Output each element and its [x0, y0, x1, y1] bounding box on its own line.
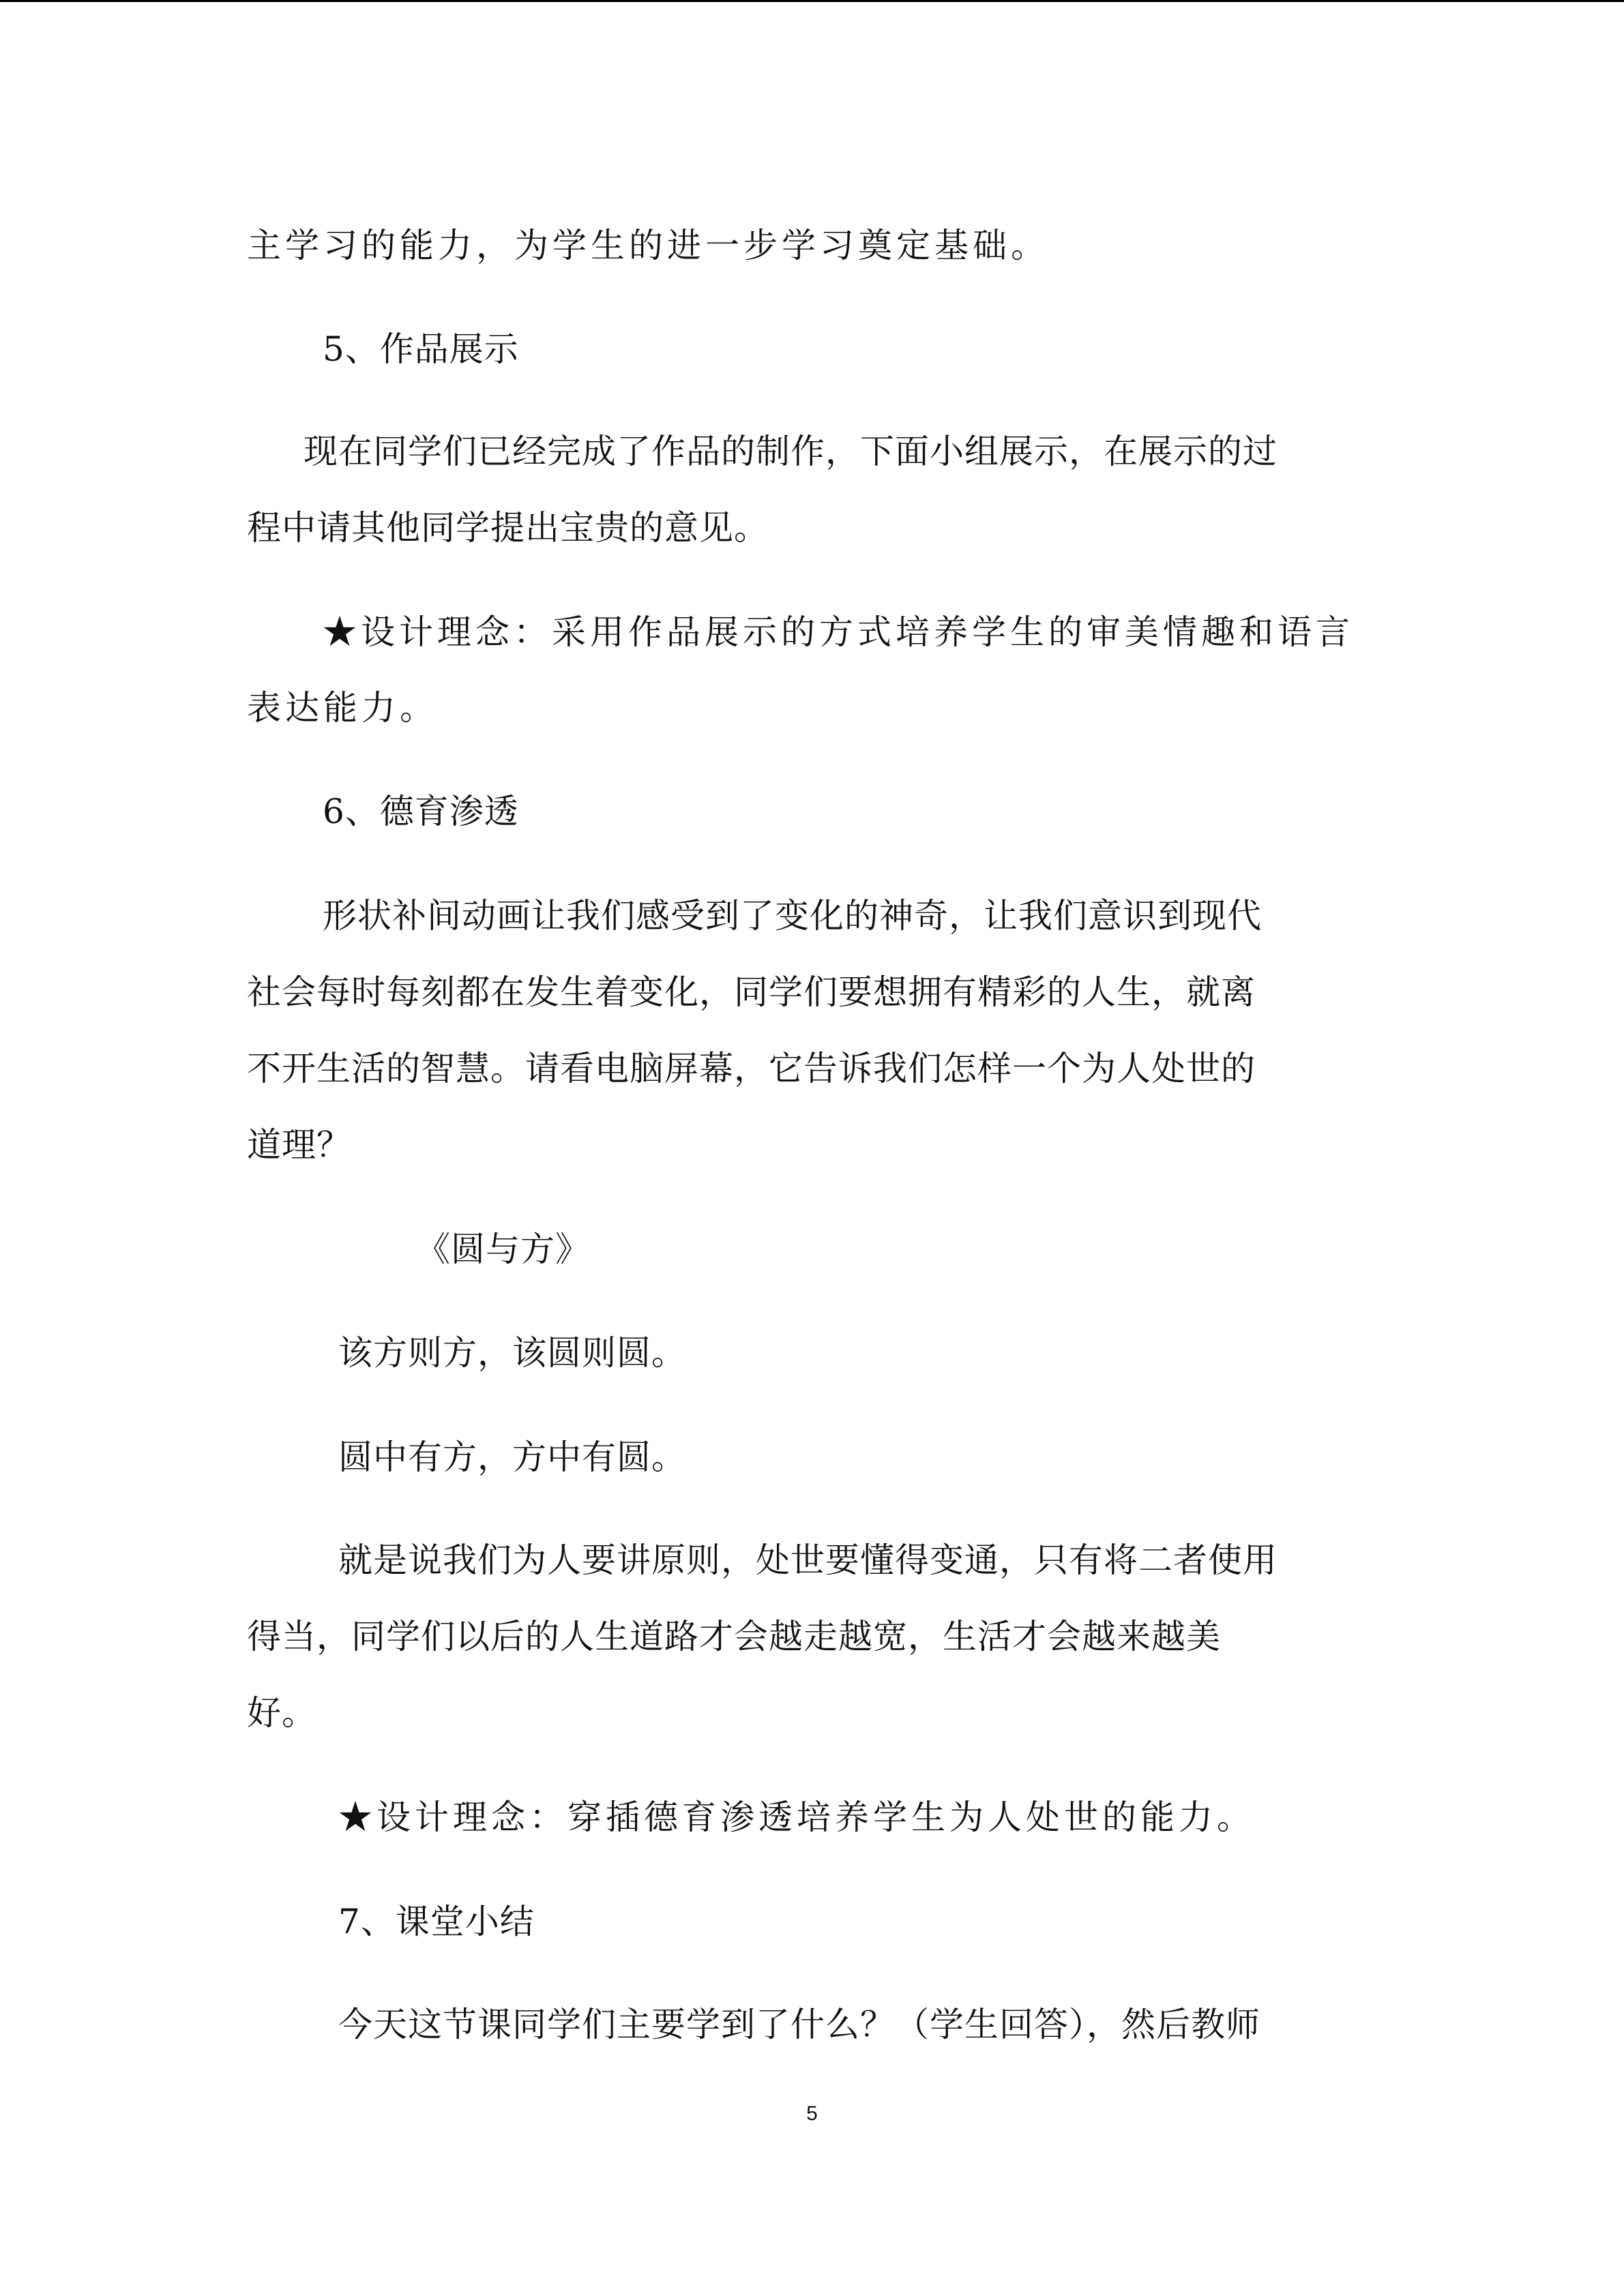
design-note: ★设计理念：穿插德育渗透培养学生为人处世的能力。	[338, 1798, 1255, 1837]
text-line: 主学习的能力，为学生的进一步学习奠定基础。	[247, 226, 1049, 265]
text-line: 现在同学们已经完成了作品的制作，下面小组展示，在展示的过	[304, 432, 1278, 471]
text-line: 今天这节课同学们主要学到了什么？（学生回答），然后教师	[338, 2005, 1260, 2044]
text-line: 得当，同学们以后的人生道路才会越走越宽，生活才会越来越美	[247, 1617, 1221, 1656]
section-heading-7: 7、课堂小结	[338, 1902, 535, 1941]
text-line: 程中请其他同学提出宝贵的意见。	[247, 508, 769, 548]
text-line: 社会每时每刻都在发生着变化，同学们要想拥有精彩的人生，就离	[247, 972, 1256, 1012]
design-note-continued: 表达能力。	[247, 688, 438, 728]
text-line: 道理？	[247, 1125, 351, 1165]
text-line: 好。	[247, 1693, 316, 1733]
text-line: 形状补间动画让我们感受到了变化的神奇，让我们意识到现代	[323, 896, 1262, 936]
page-number: 5	[806, 2102, 818, 2125]
poem-line: 圆中有方，方中有圆。	[338, 1437, 686, 1477]
section-heading-5: 5、作品展示	[323, 329, 519, 369]
design-note: ★设计理念：采用作品展示的方式培养学生的审美情趣和语言	[323, 612, 1354, 652]
section-heading-6: 6、德育渗透	[323, 792, 519, 831]
text-line: 不开生活的智慧。请看电脑屏幕，它告诉我们怎样一个为人处世的	[247, 1049, 1256, 1088]
top-border-rule	[0, 0, 1624, 2]
text-line: 就是说我们为人要讲原则，处世要懂得变通，只有将二者使用	[338, 1540, 1278, 1580]
poem-line: 该方则方，该圆则圆。	[338, 1333, 686, 1373]
poem-title: 《圆与方》	[416, 1229, 590, 1269]
